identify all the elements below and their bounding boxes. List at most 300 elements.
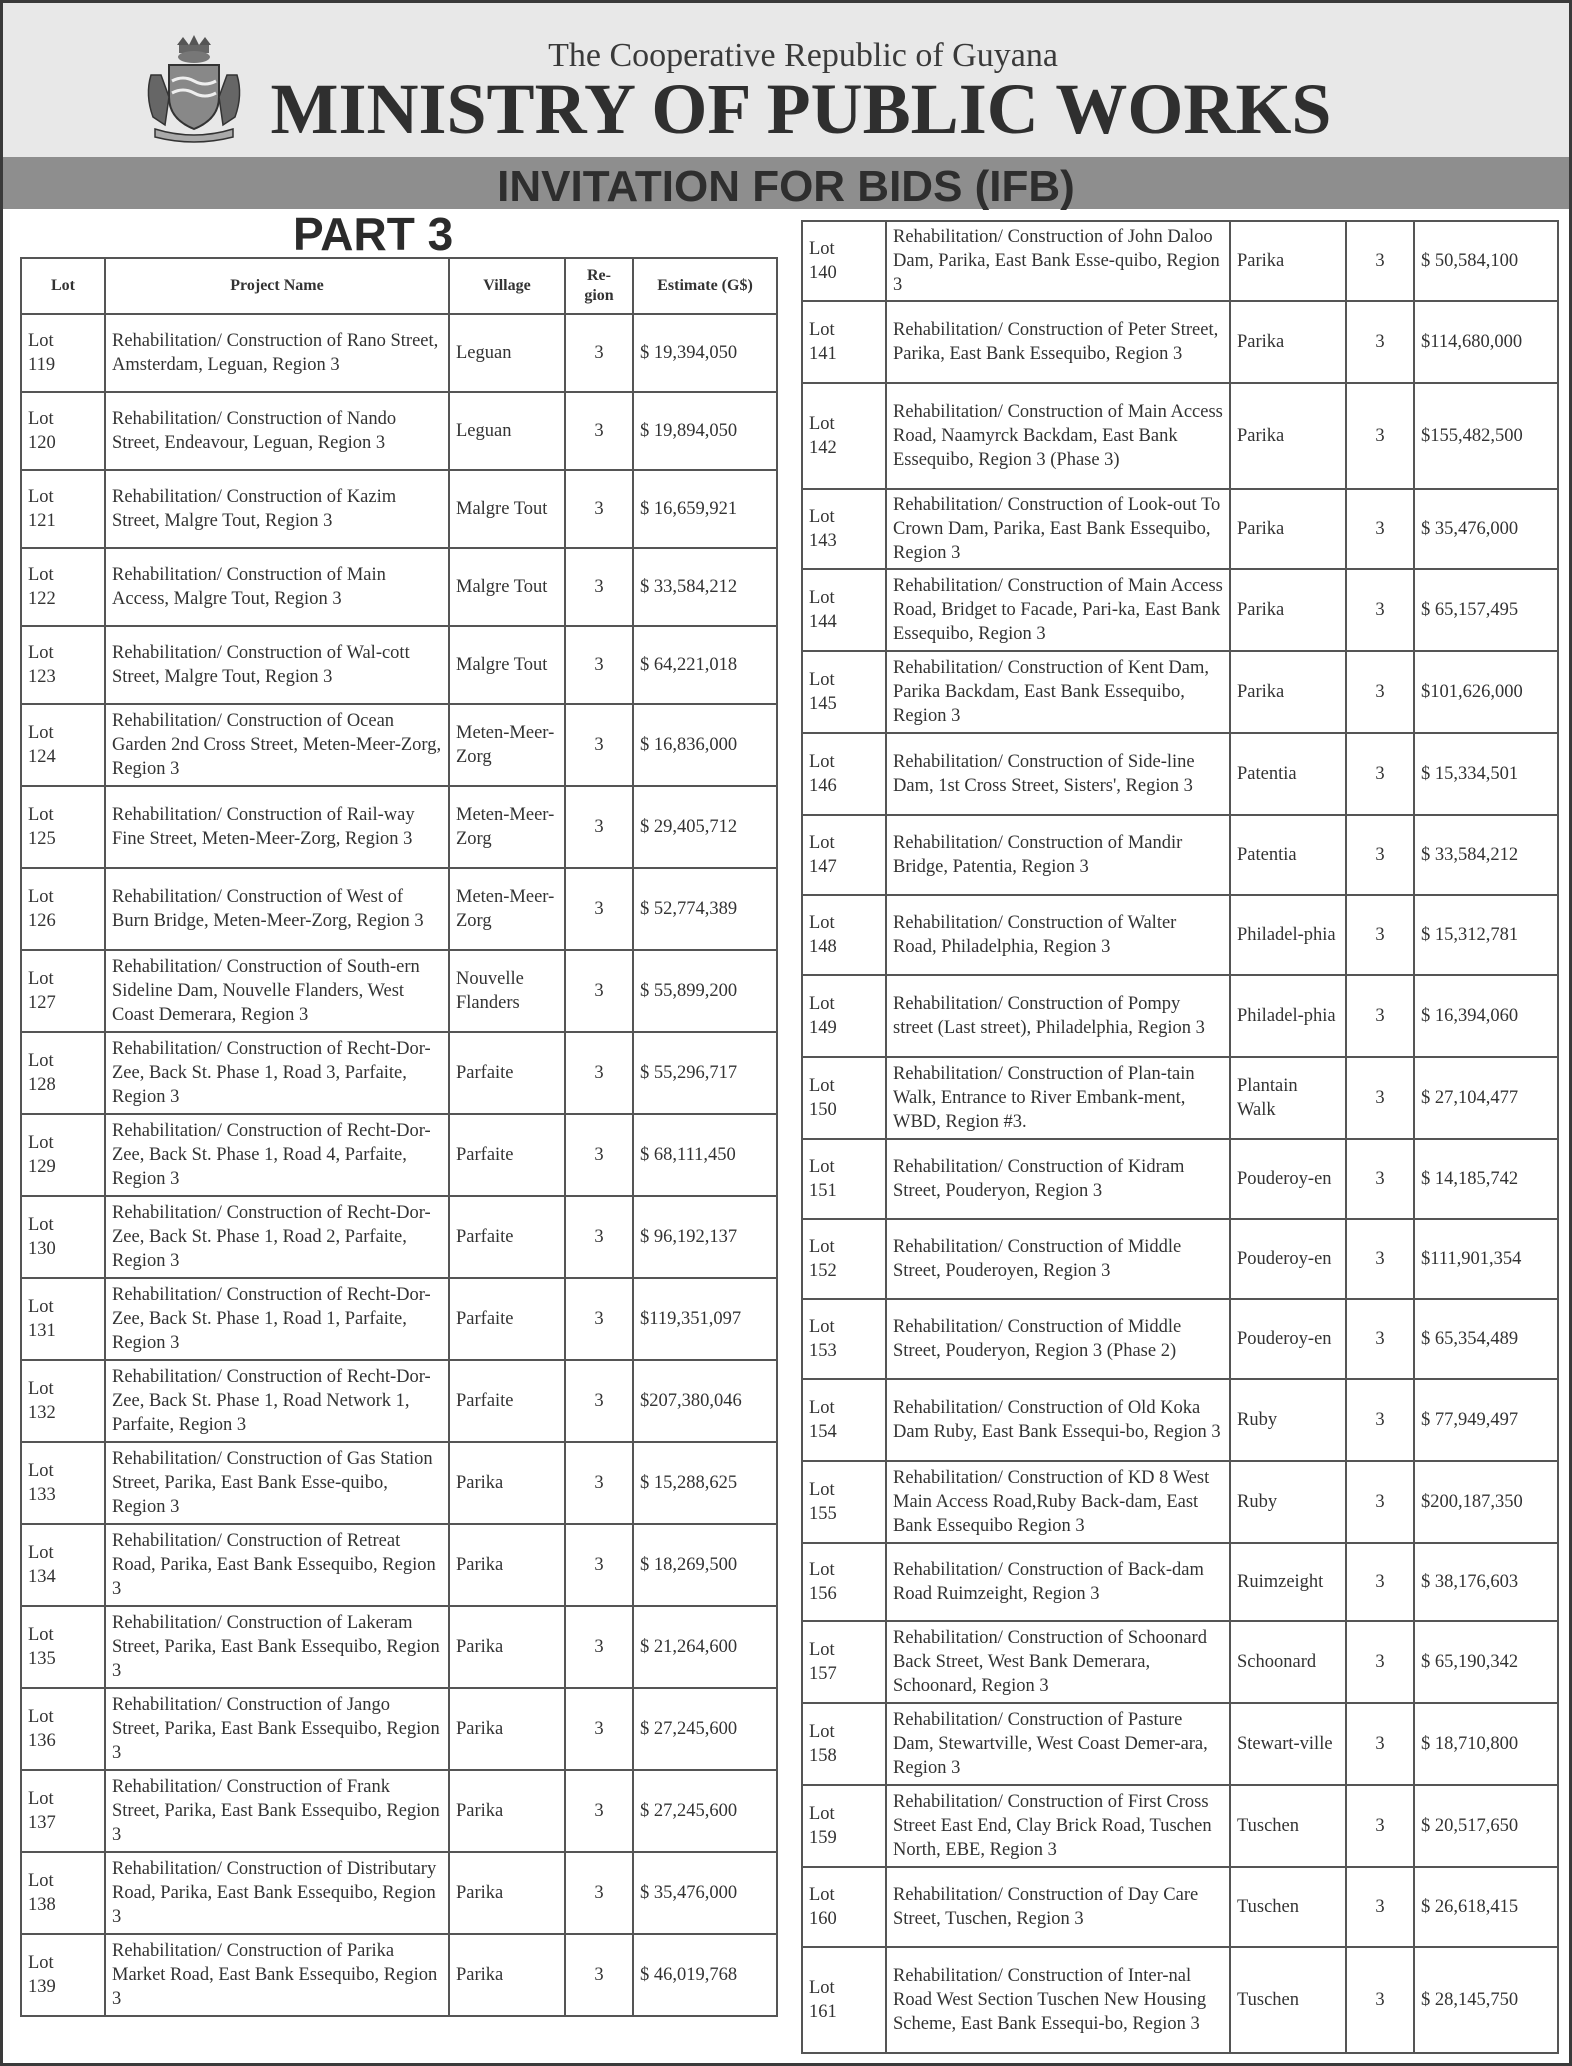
estimate-cell: $ 21,264,600 xyxy=(633,1606,777,1688)
republic-heading: The Cooperative Republic of Guyana xyxy=(548,37,1058,74)
village-cell: Pouderoy-en xyxy=(1230,1299,1346,1379)
project-name-cell: Rehabilitation/ Construction of Walter Road, Philadelphia, Region 3 xyxy=(886,895,1230,975)
table-row xyxy=(802,1379,1558,1461)
lot-label: Lot xyxy=(809,1237,835,1257)
lot-number: 150 xyxy=(809,1100,837,1120)
lot-cell xyxy=(802,1219,886,1299)
village-cell: Stewart-ville xyxy=(1230,1703,1346,1785)
lot-number: 128 xyxy=(28,1075,56,1095)
lot-number: 131 xyxy=(28,1321,56,1341)
table-row xyxy=(802,1461,1558,1543)
estimate-cell: $ 19,894,050 xyxy=(633,392,777,470)
region-cell: 3 xyxy=(565,1278,633,1360)
table-row xyxy=(802,1299,1558,1379)
lot-number: 139 xyxy=(28,1977,56,1997)
project-name-cell: Rehabilitation/ Construction of Kent Dam, Parika Backdam, East Bank Essequibo, Region 3 xyxy=(886,651,1230,733)
lot-label: Lot xyxy=(809,1722,835,1742)
project-name-cell: Rehabilitation/ Construction of South-ern Sideline Dam, Nouvelle Flanders, West Coast Demerara, Region 3 xyxy=(105,950,449,1032)
lot-cell xyxy=(21,548,105,626)
region-cell: 3 xyxy=(1346,301,1414,383)
village-cell: Tuschen xyxy=(1230,1867,1346,1947)
region-cell: 3 xyxy=(565,392,633,470)
region-cell: 3 xyxy=(1346,1139,1414,1219)
lot-number: 138 xyxy=(28,1895,56,1915)
table-row xyxy=(21,392,777,470)
table-row xyxy=(21,1114,777,1196)
project-name-cell: Rehabilitation/ Construction of Gas Station Street, Parika, East Bank Esse-quibo, Region 3 xyxy=(105,1442,449,1524)
project-name-cell: Rehabilitation/ Construction of Mandir Bridge, Patentia, Region 3 xyxy=(886,815,1230,895)
project-name-cell: Rehabilitation/ Construction of Rail-way Fine Street, Meten-Meer-Zorg, Region 3 xyxy=(105,786,449,868)
lot-label: Lot xyxy=(28,409,54,429)
table-row xyxy=(21,1688,777,1770)
estimate-cell: $ 50,584,100 xyxy=(1414,221,1558,301)
lot-cell xyxy=(802,383,886,489)
lot-cell xyxy=(802,1785,886,1867)
project-name-cell: Rehabilitation/ Construction of KD 8 West Main Access Road,Ruby Back-dam, East Bank Essequibo Region 3 xyxy=(886,1461,1230,1543)
project-name-cell: Rehabilitation/ Construction of Recht-Dor-Zee, Back St. Phase 1, Road 3, Parfaite, Region 3 xyxy=(105,1032,449,1114)
village-cell: Malgre Tout xyxy=(449,626,565,704)
project-name-cell: Rehabilitation/ Construction of Jango Street, Parika, East Bank Essequibo, Region 3 xyxy=(105,1688,449,1770)
project-name-cell: Rehabilitation/ Construction of Pasture Dam, Stewartville, West Coast Demer-ara, Region 3 xyxy=(886,1703,1230,1785)
village-cell: Malgre Tout xyxy=(449,548,565,626)
lot-number: 146 xyxy=(809,776,837,796)
estimate-cell: $ 27,104,477 xyxy=(1414,1057,1558,1139)
estimate-cell: $ 15,288,625 xyxy=(633,1442,777,1524)
region-cell: 3 xyxy=(1346,1219,1414,1299)
village-cell: Leguan xyxy=(449,392,565,470)
region-cell: 3 xyxy=(565,470,633,548)
lot-cell xyxy=(802,815,886,895)
table-row xyxy=(21,1278,777,1360)
project-name-cell: Rehabilitation/ Construction of Wal-cott Street, Malgre Tout, Region 3 xyxy=(105,626,449,704)
lot-label: Lot xyxy=(28,1461,54,1481)
table-row xyxy=(802,1543,1558,1621)
estimate-cell: $ 96,192,137 xyxy=(633,1196,777,1278)
region-cell: 3 xyxy=(565,626,633,704)
village-cell: Parika xyxy=(449,1852,565,1934)
project-name-cell: Rehabilitation/ Construction of Recht-Dor-Zee, Back St. Phase 1, Road 2, Parfaite, Region 3 xyxy=(105,1196,449,1278)
lot-label: Lot xyxy=(809,1804,835,1824)
ministry-title: MINISTRY OF PUBLIC WORKS xyxy=(270,69,1332,149)
region-cell: 3 xyxy=(1346,1461,1414,1543)
table-row xyxy=(21,470,777,548)
project-name-cell: Rehabilitation/ Construction of Side-line Dam, 1st Cross Street, Sisters', Region 3 xyxy=(886,733,1230,815)
estimate-cell: $114,680,000 xyxy=(1414,301,1558,383)
lot-cell xyxy=(21,1360,105,1442)
estimate-cell: $111,901,354 xyxy=(1414,1219,1558,1299)
lot-label: Lot xyxy=(28,1379,54,1399)
lot-cell xyxy=(802,1867,886,1947)
lot-cell xyxy=(21,1524,105,1606)
lot-label: Lot xyxy=(809,414,835,434)
region-cell: 3 xyxy=(1346,1543,1414,1621)
estimate-cell: $155,482,500 xyxy=(1414,383,1558,489)
lot-number: 125 xyxy=(28,829,56,849)
village-cell: Pouderoy-en xyxy=(1230,1139,1346,1219)
village-cell: Parika xyxy=(1230,569,1346,651)
project-name-cell: Rehabilitation/ Construction of Look-out To Crown Dam, Parika, East Bank Essequibo, Region 3 xyxy=(886,489,1230,569)
project-name-cell: Rehabilitation/ Construction of Old Koka Dam Ruby, East Bank Essequi-bo, Region 3 xyxy=(886,1379,1230,1461)
lot-label: Lot xyxy=(809,1640,835,1660)
table-row xyxy=(21,314,777,392)
lot-cell xyxy=(802,651,886,733)
table-row xyxy=(802,1703,1558,1785)
lot-cell xyxy=(21,1278,105,1360)
table-row xyxy=(802,733,1558,815)
lot-number: 161 xyxy=(809,2002,837,2022)
table-row xyxy=(802,1057,1558,1139)
lot-number: 126 xyxy=(28,911,56,931)
lot-label: Lot xyxy=(809,1480,835,1500)
table-row xyxy=(21,1360,777,1442)
estimate-cell: $ 55,296,717 xyxy=(633,1032,777,1114)
lot-cell xyxy=(21,1688,105,1770)
project-name-cell: Rehabilitation/ Construction of Ocean Garden 2nd Cross Street, Meten-Meer-Zorg, Region 3 xyxy=(105,704,449,786)
table-row xyxy=(21,868,777,950)
village-cell: Tuschen xyxy=(1230,1947,1346,2053)
region-cell: 3 xyxy=(565,1852,633,1934)
village-cell: Ruby xyxy=(1230,1461,1346,1543)
village-cell: Nouvelle Flanders xyxy=(449,950,565,1032)
lot-number: 157 xyxy=(809,1664,837,1684)
lot-label: Lot xyxy=(28,723,54,743)
estimate-cell: $ 65,190,342 xyxy=(1414,1621,1558,1703)
project-name-cell: Rehabilitation/ Construction of Main Access Road, Naamyrck Backdam, East Bank Essequibo, Region 3 (Phase 3) xyxy=(886,383,1230,489)
village-cell: Parika xyxy=(1230,383,1346,489)
village-cell: Pouderoy-en xyxy=(1230,1219,1346,1299)
lot-cell xyxy=(802,733,886,815)
project-name-cell: Rehabilitation/ Construction of Kidram Street, Pouderyon, Region 3 xyxy=(886,1139,1230,1219)
lot-label: Lot xyxy=(809,588,835,608)
estimate-cell: $ 18,269,500 xyxy=(633,1524,777,1606)
project-name-cell: Rehabilitation/ Construction of John Daloo Dam, Parika, East Bank Esse-quibo, Region 3 xyxy=(886,221,1230,301)
table-row xyxy=(802,1785,1558,1867)
estimate-cell: $ 33,584,212 xyxy=(633,548,777,626)
estimate-cell: $ 68,111,450 xyxy=(633,1114,777,1196)
project-name-cell: Rehabilitation/ Construction of Kazim Street, Malgre Tout, Region 3 xyxy=(105,470,449,548)
estimate-cell: $ 15,312,781 xyxy=(1414,895,1558,975)
estimate-cell: $ 14,185,742 xyxy=(1414,1139,1558,1219)
lot-number: 143 xyxy=(809,531,837,551)
table-row xyxy=(802,1947,1558,2053)
region-cell: 3 xyxy=(565,704,633,786)
project-name-cell: Rehabilitation/ Construction of Plan-tain Walk, Entrance to River Embank-ment, WBD, Region #3. xyxy=(886,1057,1230,1139)
estimate-cell: $119,351,097 xyxy=(633,1278,777,1360)
lot-label: Lot xyxy=(809,1157,835,1177)
lot-number: 153 xyxy=(809,1341,837,1361)
lot-cell xyxy=(802,1461,886,1543)
village-cell: Parfaite xyxy=(449,1360,565,1442)
lot-number: 156 xyxy=(809,1584,837,1604)
lot-number: 133 xyxy=(28,1485,56,1505)
project-name-cell: Rehabilitation/ Construction of Recht-Dor-Zee, Back St. Phase 1, Road Network 1, Parfaite, Region 3 xyxy=(105,1360,449,1442)
region-header-bottom: gion xyxy=(584,287,614,304)
table-row xyxy=(802,569,1558,651)
table-row xyxy=(802,815,1558,895)
lot-cell xyxy=(21,1196,105,1278)
region-cell: 3 xyxy=(1346,895,1414,975)
lot-cell xyxy=(21,626,105,704)
region-cell: 3 xyxy=(1346,975,1414,1057)
estimate-cell: $ 16,836,000 xyxy=(633,704,777,786)
lot-cell xyxy=(21,950,105,1032)
village-cell: Leguan xyxy=(449,314,565,392)
lot-cell xyxy=(802,489,886,569)
lot-label: Lot xyxy=(809,1076,835,1096)
project-name-cell: Rehabilitation/ Construction of Day Care Street, Tuschen, Region 3 xyxy=(886,1867,1230,1947)
table-row xyxy=(802,1219,1558,1299)
lot-label: Lot xyxy=(28,1707,54,1727)
estimate-cell: $ 19,394,050 xyxy=(633,314,777,392)
lot-cell xyxy=(21,1934,105,2016)
village-cell: Parfaite xyxy=(449,1196,565,1278)
village-cell: Parfaite xyxy=(449,1278,565,1360)
lot-number: 132 xyxy=(28,1403,56,1423)
region-cell: 3 xyxy=(565,314,633,392)
lot-cell xyxy=(21,868,105,950)
lot-label: Lot xyxy=(28,887,54,907)
lot-number: 134 xyxy=(28,1567,56,1587)
lot-cell xyxy=(802,1543,886,1621)
lot-cell xyxy=(802,895,886,975)
lot-number: 122 xyxy=(28,589,56,609)
project-name-cell: Rehabilitation/ Construction of Nando Street, Endeavour, Leguan, Region 3 xyxy=(105,392,449,470)
table-row xyxy=(802,895,1558,975)
region-cell: 3 xyxy=(565,1934,633,2016)
lot-label: Lot xyxy=(28,565,54,585)
estimate-cell: $ 16,394,060 xyxy=(1414,975,1558,1057)
lot-cell xyxy=(802,221,886,301)
table-row xyxy=(21,1852,777,1934)
village-cell: Parika xyxy=(449,1524,565,1606)
lot-cell xyxy=(21,1032,105,1114)
estimate-cell: $ 64,221,018 xyxy=(633,626,777,704)
region-cell: 3 xyxy=(565,1196,633,1278)
lot-label: Lot xyxy=(28,487,54,507)
village-cell: Parika xyxy=(449,1934,565,2016)
column-header-project: Project Name xyxy=(105,258,449,314)
lot-cell xyxy=(802,1621,886,1703)
table-row xyxy=(21,548,777,626)
lot-number: 144 xyxy=(809,612,837,632)
project-name-cell: Rehabilitation/ Construction of Schoonard Back Street, West Bank Demerara, Schoonard, Region 3 xyxy=(886,1621,1230,1703)
region-cell: 3 xyxy=(1346,1947,1414,2053)
column-header-estimate: Estimate (G$) xyxy=(633,258,777,314)
coat-of-arms-icon xyxy=(139,35,249,143)
region-cell: 3 xyxy=(1346,1057,1414,1139)
village-cell: Ruimzeight xyxy=(1230,1543,1346,1621)
column-header-village: Village xyxy=(449,258,565,314)
lot-number: 127 xyxy=(28,993,56,1013)
lot-cell xyxy=(802,1139,886,1219)
lot-label: Lot xyxy=(809,752,835,772)
lot-label: Lot xyxy=(809,320,835,340)
table-row xyxy=(21,786,777,868)
lot-number: 159 xyxy=(809,1828,837,1848)
region-cell: 3 xyxy=(1346,815,1414,895)
lot-number: 160 xyxy=(809,1909,837,1929)
region-cell: 3 xyxy=(565,1360,633,1442)
lot-number: 135 xyxy=(28,1649,56,1669)
lot-cell xyxy=(802,1057,886,1139)
lot-label: Lot xyxy=(809,239,835,259)
lot-number: 137 xyxy=(28,1813,56,1833)
project-name-cell: Rehabilitation/ Construction of West of Burn Bridge, Meten-Meer-Zorg, Region 3 xyxy=(105,868,449,950)
lot-label: Lot xyxy=(28,1871,54,1891)
lot-label: Lot xyxy=(809,833,835,853)
estimate-cell: $ 38,176,603 xyxy=(1414,1543,1558,1621)
lot-number: 149 xyxy=(809,1018,837,1038)
part-label: PART 3 xyxy=(293,208,454,260)
lot-cell xyxy=(802,569,886,651)
project-name-cell: Rehabilitation/ Construction of Distributary Road, Parika, East Bank Essequibo, Region 3 xyxy=(105,1852,449,1934)
village-cell: Schoonard xyxy=(1230,1621,1346,1703)
lot-cell xyxy=(21,786,105,868)
village-cell: Philadel-phia xyxy=(1230,895,1346,975)
village-cell: Patentia xyxy=(1230,815,1346,895)
village-cell: Parika xyxy=(449,1770,565,1852)
region-cell: 3 xyxy=(1346,489,1414,569)
table-row xyxy=(21,1196,777,1278)
lot-label: Lot xyxy=(28,1789,54,1809)
region-cell: 3 xyxy=(565,1442,633,1524)
lot-label: Lot xyxy=(809,1317,835,1337)
table-row xyxy=(802,975,1558,1057)
estimate-cell: $ 77,949,497 xyxy=(1414,1379,1558,1461)
village-cell: Philadel-phia xyxy=(1230,975,1346,1057)
village-cell: Meten-Meer-Zorg xyxy=(449,786,565,868)
estimate-cell: $ 55,899,200 xyxy=(633,950,777,1032)
region-cell: 3 xyxy=(565,1606,633,1688)
region-cell: 3 xyxy=(1346,1299,1414,1379)
project-name-cell: Rehabilitation/ Construction of Main Access Road, Bridget to Facade, Pari-ka, East Bank Essequibo, Region 3 xyxy=(886,569,1230,651)
project-name-cell: Rehabilitation/ Construction of Inter-nal Road West Section Tuschen New Housing Scheme, East Bank Essequi-bo, Region 3 xyxy=(886,1947,1230,2053)
estimate-cell: $101,626,000 xyxy=(1414,651,1558,733)
region-cell: 3 xyxy=(565,950,633,1032)
project-name-cell: Rehabilitation/ Construction of Frank Street, Parika, East Bank Essequibo, Region 3 xyxy=(105,1770,449,1852)
table-row xyxy=(802,489,1558,569)
project-name-cell: Rehabilitation/ Construction of Main Access, Malgre Tout, Region 3 xyxy=(105,548,449,626)
village-cell: Malgre Tout xyxy=(449,470,565,548)
lot-cell xyxy=(21,1114,105,1196)
estimate-cell: $ 28,145,750 xyxy=(1414,1947,1558,2053)
project-name-cell: Rehabilitation/ Construction of Back-dam Road Ruimzeight, Region 3 xyxy=(886,1543,1230,1621)
lot-number: 130 xyxy=(28,1239,56,1259)
region-cell: 3 xyxy=(1346,1867,1414,1947)
village-cell: Parika xyxy=(1230,301,1346,383)
table-row xyxy=(802,1867,1558,1947)
lot-label: Lot xyxy=(809,1560,835,1580)
lot-label: Lot xyxy=(809,1885,835,1905)
lot-cell xyxy=(21,1606,105,1688)
lot-number: 129 xyxy=(28,1157,56,1177)
project-name-cell: Rehabilitation/ Construction of First Cross Street East End, Clay Brick Road, Tuschen North, EBE, Region 3 xyxy=(886,1785,1230,1867)
lot-cell xyxy=(802,975,886,1057)
lot-number: 136 xyxy=(28,1731,56,1751)
region-header-top: Re- xyxy=(587,267,611,284)
village-cell: Plantain Walk xyxy=(1230,1057,1346,1139)
estimate-cell: $ 27,245,600 xyxy=(633,1688,777,1770)
village-cell: Parika xyxy=(449,1606,565,1688)
lot-cell xyxy=(21,392,105,470)
village-cell: Parika xyxy=(1230,651,1346,733)
lot-label: Lot xyxy=(809,670,835,690)
table-row xyxy=(21,1524,777,1606)
village-cell: Meten-Meer-Zorg xyxy=(449,868,565,950)
lot-label: Lot xyxy=(809,1978,835,1998)
lot-cell xyxy=(802,1703,886,1785)
village-cell: Parika xyxy=(1230,489,1346,569)
village-cell: Tuschen xyxy=(1230,1785,1346,1867)
lot-cell xyxy=(802,301,886,383)
table-row xyxy=(802,301,1558,383)
lot-label: Lot xyxy=(28,1215,54,1235)
estimate-cell: $ 33,584,212 xyxy=(1414,815,1558,895)
estimate-cell: $ 65,157,495 xyxy=(1414,569,1558,651)
lot-number: 152 xyxy=(809,1261,837,1281)
village-cell: Parika xyxy=(449,1688,565,1770)
region-cell: 3 xyxy=(565,786,633,868)
estimate-cell: $200,187,350 xyxy=(1414,1461,1558,1543)
lot-cell xyxy=(21,1770,105,1852)
table-row xyxy=(21,626,777,704)
region-cell: 3 xyxy=(1346,733,1414,815)
lot-label: Lot xyxy=(28,1625,54,1645)
project-name-cell: Rehabilitation/ Construction of Parika Market Road, East Bank Essequibo, Region 3 xyxy=(105,1934,449,2016)
project-name-cell: Rehabilitation/ Construction of Peter Street, Parika, East Bank Essequibo, Region 3 xyxy=(886,301,1230,383)
village-cell: Meten-Meer-Zorg xyxy=(449,704,565,786)
lot-number: 158 xyxy=(809,1746,837,1766)
table-row xyxy=(802,383,1558,489)
table-row xyxy=(21,1032,777,1114)
project-name-cell: Rehabilitation/ Construction of Pompy street (Last street), Philadelphia, Region 3 xyxy=(886,975,1230,1057)
region-cell: 3 xyxy=(1346,383,1414,489)
lot-number: 148 xyxy=(809,937,837,957)
lot-cell xyxy=(21,1852,105,1934)
project-name-cell: Rehabilitation/ Construction of Retreat Road, Parika, East Bank Essequibo, Region 3 xyxy=(105,1524,449,1606)
lot-number: 155 xyxy=(809,1504,837,1524)
region-cell: 3 xyxy=(565,1688,633,1770)
estimate-cell: $ 52,774,389 xyxy=(633,868,777,950)
table-row xyxy=(802,221,1558,301)
lot-label: Lot xyxy=(28,1051,54,1071)
table-row xyxy=(802,1621,1558,1703)
lot-number: 151 xyxy=(809,1181,837,1201)
lot-label: Lot xyxy=(28,331,54,351)
table-row xyxy=(802,1139,1558,1219)
region-cell: 3 xyxy=(565,1524,633,1606)
lot-label: Lot xyxy=(809,994,835,1014)
project-name-cell: Rehabilitation/ Construction of Lakeram Street, Parika, East Bank Essequibo, Region 3 xyxy=(105,1606,449,1688)
ifb-title: INVITATION FOR BIDS (IFB) xyxy=(497,162,1075,211)
lot-cell xyxy=(802,1299,886,1379)
village-cell: Parika xyxy=(449,1442,565,1524)
lot-label: Lot xyxy=(28,643,54,663)
estimate-cell: $ 26,618,415 xyxy=(1414,1867,1558,1947)
lot-number: 140 xyxy=(809,263,837,283)
region-cell: 3 xyxy=(1346,221,1414,301)
region-cell: 3 xyxy=(565,1770,633,1852)
table-row xyxy=(21,704,777,786)
lot-number: 147 xyxy=(809,857,837,877)
village-cell: Parfaite xyxy=(449,1032,565,1114)
estimate-cell: $ 65,354,489 xyxy=(1414,1299,1558,1379)
lot-number: 123 xyxy=(28,667,56,687)
region-cell: 3 xyxy=(1346,569,1414,651)
estimate-cell: $ 15,334,501 xyxy=(1414,733,1558,815)
lot-label: Lot xyxy=(28,805,54,825)
column-header-lot: Lot xyxy=(21,258,105,314)
